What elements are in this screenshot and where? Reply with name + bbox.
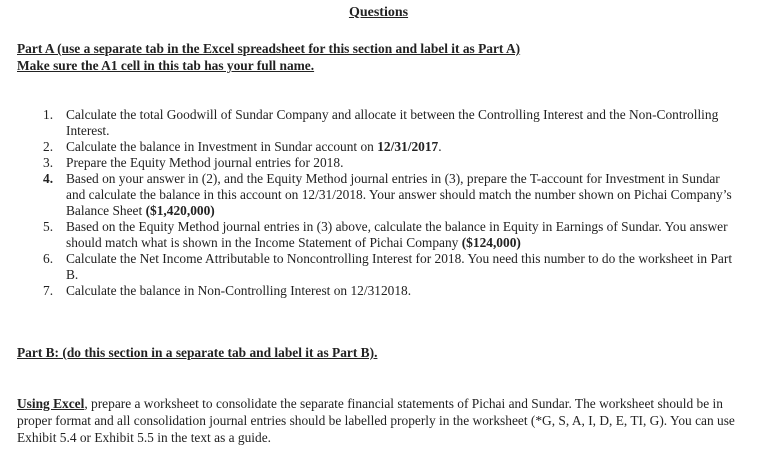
item-number: 3. bbox=[43, 155, 54, 170]
item-text: Based on the Equity Method journal entries in (3) above, calculate the balance in Equity in Earnings of Sundar. You answer should match what is shown in the Income Statement of Pichai Company bbox=[66, 219, 728, 250]
question-list bbox=[0, 107, 757, 299]
item-text: Calculate the balance in Investment in Sundar account on bbox=[66, 139, 378, 154]
item-number: 6. bbox=[43, 251, 54, 266]
part-a-name-instruction: Make sure the A1 cell in this tab has your full name. bbox=[17, 58, 315, 73]
item-bold-text: 12/31/2017 bbox=[377, 139, 439, 154]
item-text: Calculate the balance in Non-Controlling Interest on 12/312018. bbox=[66, 283, 412, 298]
list-item bbox=[0, 219, 757, 251]
paragraph-text: , prepare a worksheet to consolidate the separate financial statements of Pichai and Sundar. The worksheet should be in proper format and all consolidation journal entries should be labelled properly in the worksheet (*G, S, A, I, D, E, TI, G). You can use Exhibit 5.4 or Exhibit 5.5 in the text as a guide. bbox=[17, 396, 735, 445]
list-item bbox=[0, 251, 757, 283]
item-text-end: . bbox=[438, 139, 442, 154]
item-text: Based on your answer in (2), and the Equity Method journal entries in (3), prepare the T-account for Investment in Sundar and calculate the balance in this account on 12/31/2018. Your answer should match the number shown on Pichai Company’s Balance Sheet bbox=[66, 171, 732, 218]
part-b-heading: Part B: (do this section in a separate tab and label it as Part B). bbox=[17, 345, 378, 360]
item-number: 7. bbox=[43, 283, 54, 298]
page-title: Questions bbox=[348, 5, 409, 20]
part-a-instruction: Part A (use a separate tab in the Excel spreadsheet for this section and label it as Part A) bbox=[17, 41, 521, 56]
item-number: 2. bbox=[43, 139, 54, 154]
list-item bbox=[0, 139, 757, 155]
part-a-heading bbox=[17, 40, 520, 74]
item-number: 4. bbox=[43, 171, 54, 186]
item-text: Prepare the Equity Method journal entries for 2018. bbox=[66, 155, 344, 170]
item-bold-text: ($1,420,000) bbox=[145, 203, 215, 218]
list-item bbox=[0, 283, 757, 299]
item-number: 5. bbox=[43, 219, 54, 234]
item-number: 1. bbox=[43, 107, 54, 122]
paragraph-lead: Using Excel bbox=[17, 396, 85, 411]
item-text: Calculate the Net Income Attributable to Noncontrolling Interest for 2018. You need this number to do the worksheet in Part B. bbox=[66, 251, 733, 282]
item-bold-text: ($124,000) bbox=[461, 235, 521, 250]
list-item bbox=[0, 107, 757, 139]
list-item bbox=[0, 171, 757, 219]
item-text: Calculate the total Goodwill of Sundar Company and allocate it between the Controlling Interest and the Non-Controlling Interest. bbox=[66, 107, 719, 138]
part-b-paragraph bbox=[17, 395, 745, 446]
list-item bbox=[0, 155, 757, 171]
